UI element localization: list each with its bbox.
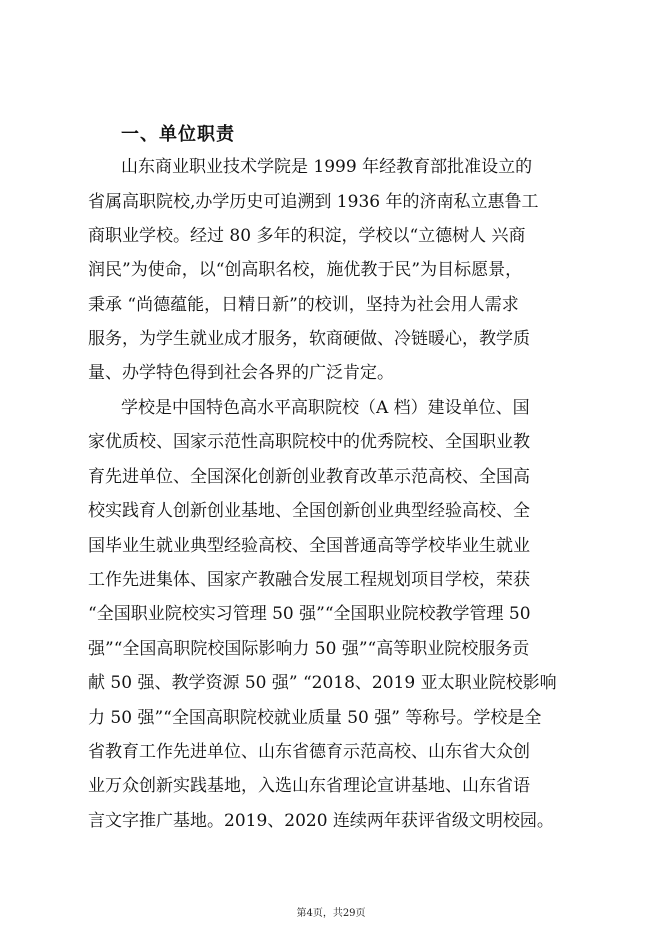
paragraph-1-line-7: 量、办学特色得到社会各界的广泛肯定。 [88,363,394,383]
paragraph-2-line-11: 省教育工作先进单位、山东省德育示范高校、山东省大众创 [88,742,530,762]
paragraph-1-line-3: 商职业学校。经过 80 多年的积淀，学校以“立德树人 兴商 [88,226,526,246]
paragraph-2-line-12: 业万众创新实践基地，入选山东省理论宣讲基地、山东省语 [88,776,530,796]
paragraph-1-line-1: 山东商业职业技术学院是 1999 年经教育部批准设立的 [121,157,533,177]
section-heading: 一、单位职责 [121,124,235,145]
paragraph-2-line-2: 家优质校、国家示范性高职院校中的优秀院校、全国职业教 [88,432,530,452]
paragraph-1-line-4: 润民”为使命，以“创高职名校，施优教于民”为目标愿景， [88,260,523,280]
paragraph-2-line-6: 工作先进集体、国家产教融合发展工程规划项目学校，荣获 [88,570,530,590]
paragraph-2-line-1: 学校是中国特色高水平高职院校（A 档）建设单位、国 [121,398,530,418]
paragraph-1-line-2: 省属高职院校,办学历史可追溯到 1936 年的济南私立惠鲁工 [88,192,539,212]
page-number: 第4页，共29页 [296,908,366,919]
paragraph-2-line-8: 强”“全国高职院校国际影响力 50 强”“高等职业院校服务贡 [88,639,530,659]
paragraph-2-line-9: 献 50 强、教学资源 50 强” “2018、2019 亚太职业院校影响 [88,673,557,693]
paragraph-2-line-13: 言文字推广基地。2019、2020 连续两年获评省级文明校园。 [88,811,554,831]
paragraph-2-line-3: 育先进单位、全国深化创新创业教育改革示范高校、全国高 [88,467,530,487]
paragraph-2-line-4: 校实践育人创新创业基地、全国创新创业典型经验高校、全 [88,501,530,521]
paragraph-1-line-6: 服务，为学生就业成才服务，软商硬做、冷链暖心，教学质 [88,329,530,349]
paragraph-2-line-5: 国毕业生就业典型经验高校、全国普通高等学校毕业生就业 [88,536,530,556]
paragraph-1-line-5: 秉承 “尚德蕴能，日精日新”的校训，坚持为社会用人需求 [88,295,519,315]
paragraph-2-line-10: 力 50 强”“全国高职院校就业质量 50 强” 等称号。学校是全 [88,708,542,728]
paragraph-2-line-7: “全国职业院校实习管理 50 强”“全国职业院校教学管理 50 [88,604,531,624]
